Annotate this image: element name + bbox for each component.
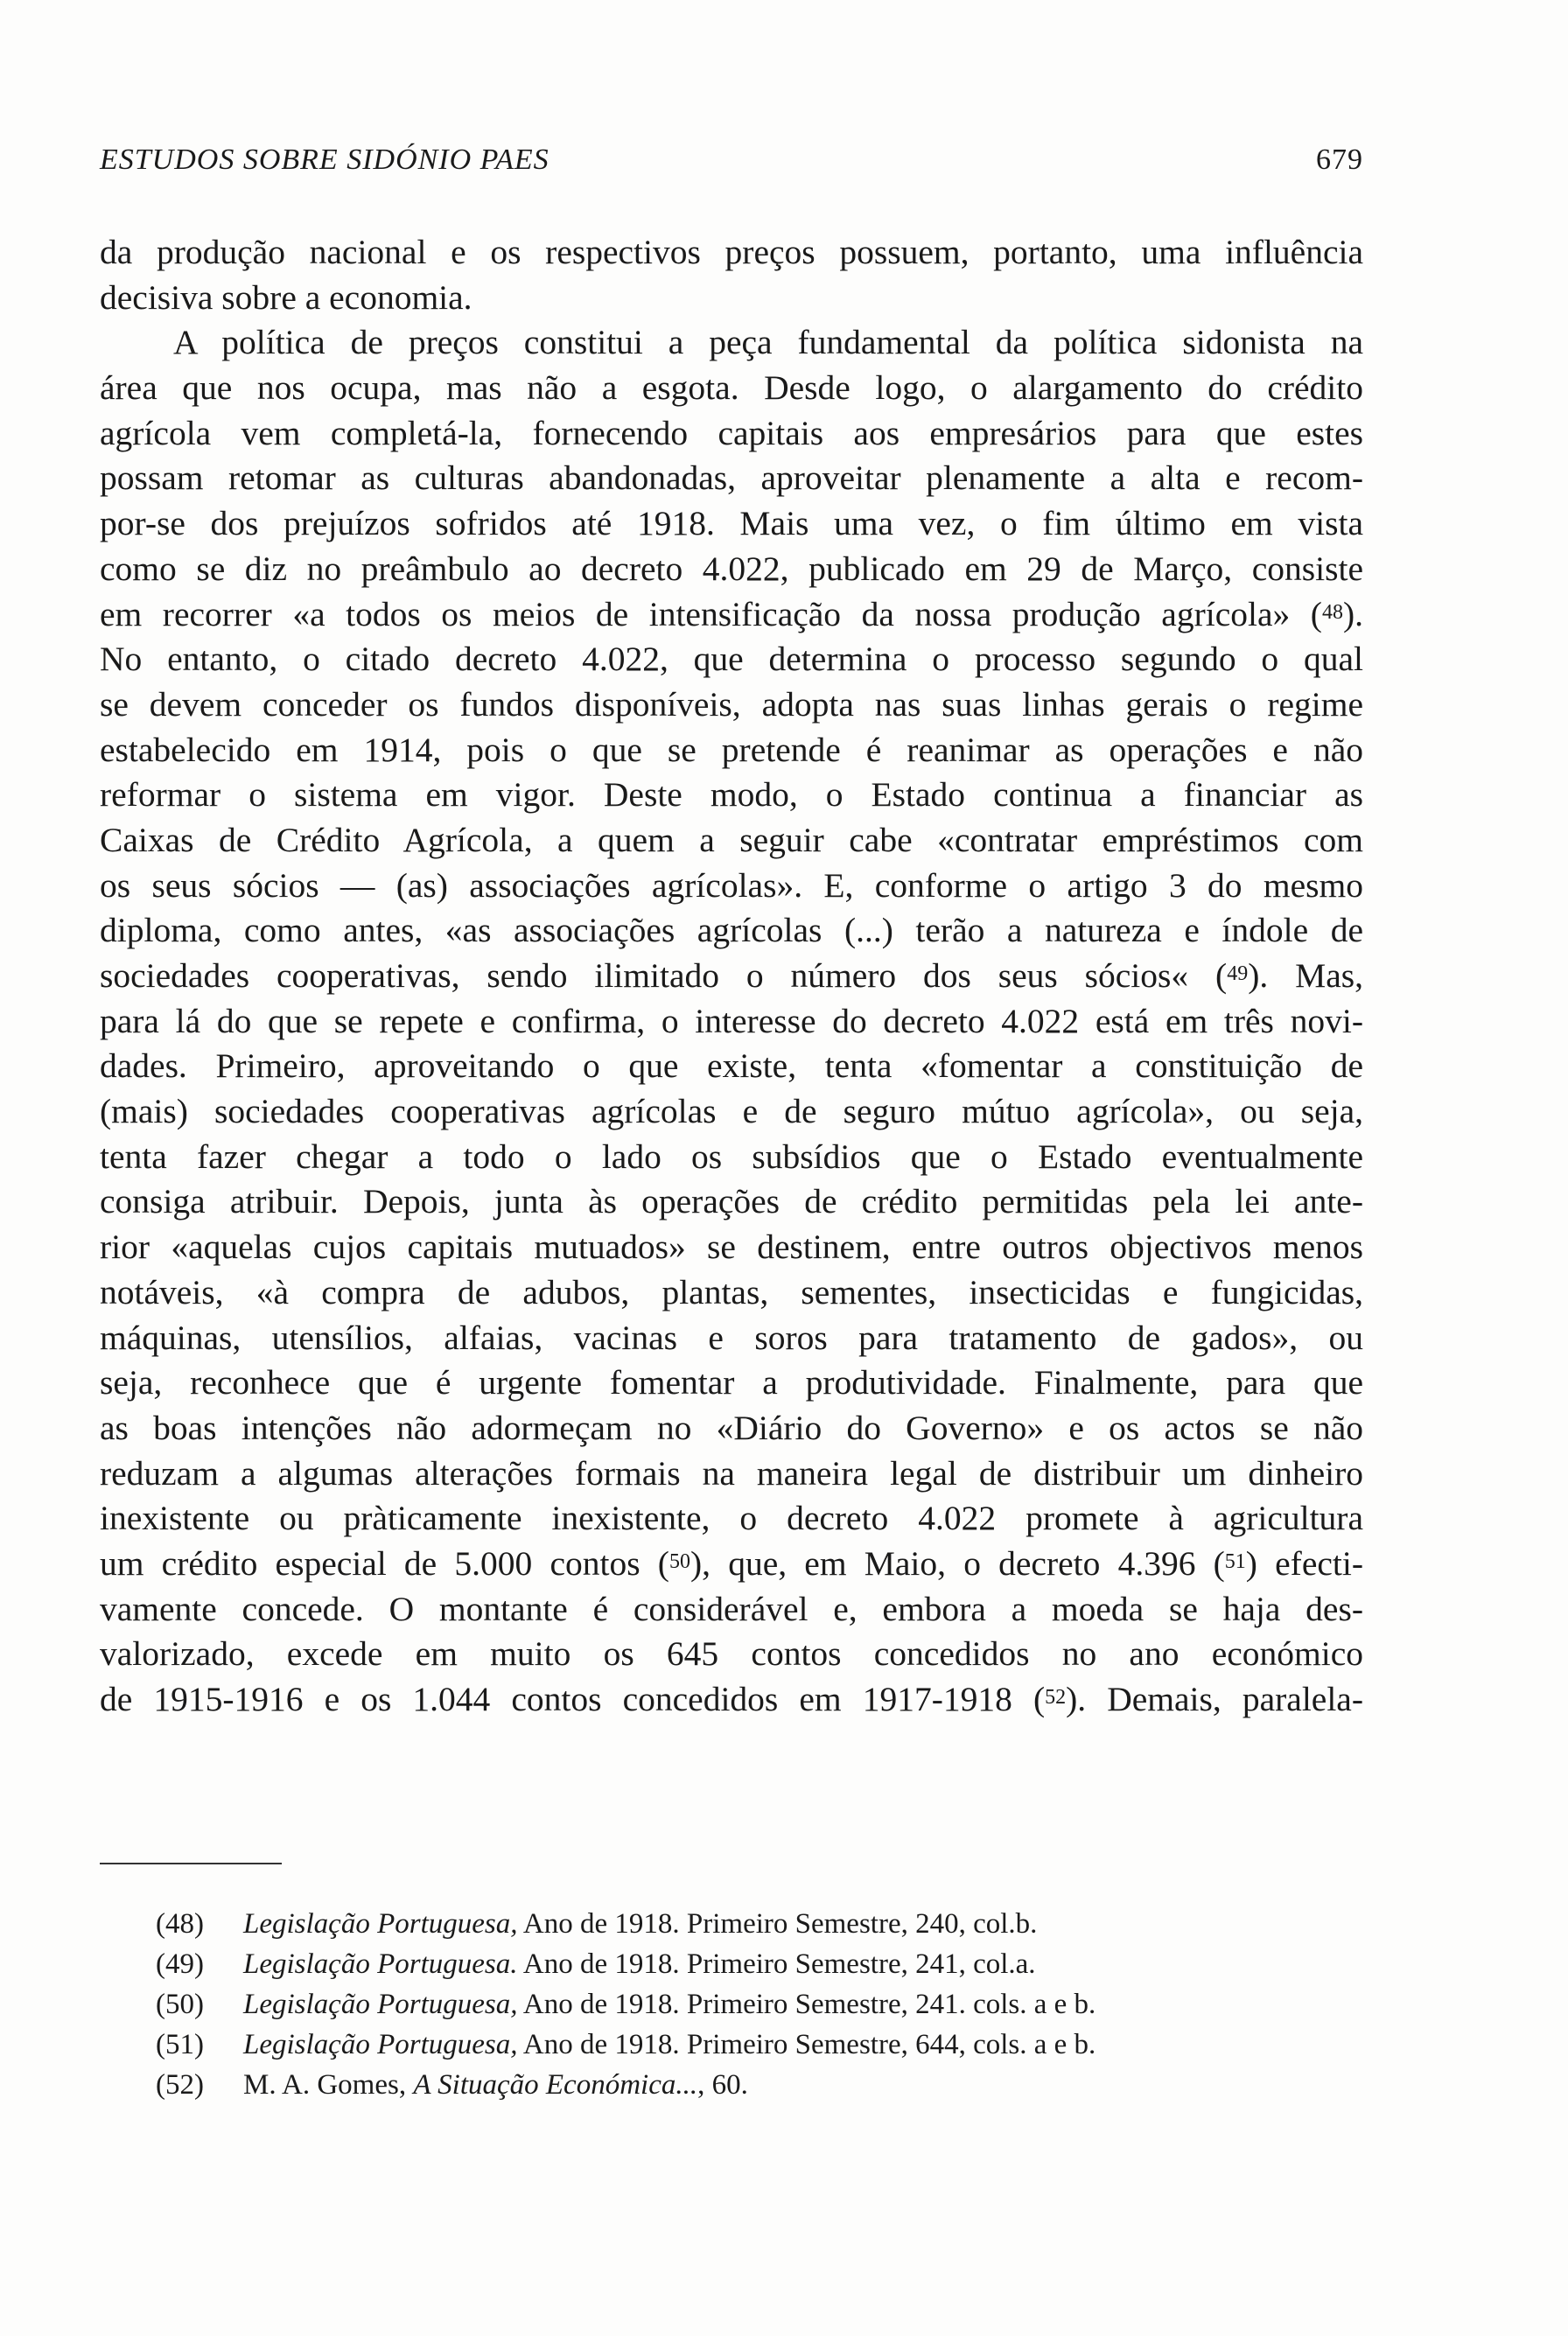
text-line: dades. Primeiro, aproveitando o que existe, tenta «fomentar a constituição de — [100, 1046, 1363, 1086]
text-line: se devem conceder os fundos disponíveis, adopta nas suas linhas gerais o regime — [100, 684, 1363, 724]
running-title: ESTUDOS SOBRE SIDÓNIO PAES — [100, 143, 550, 176]
footnote-mark: (48) — [156, 1908, 204, 1940]
text-line: rior «aquelas cujos capitais mutuados» se destinem, entre outros objectivos menos — [100, 1227, 1363, 1267]
text-line: como se diz no preâmbulo ao decreto 4.022, publicado em 29 de Março, consiste — [100, 549, 1363, 588]
text-line: Caixas de Crédito Agrícola, a quem a seguir cabe «contratar empréstimos com — [100, 820, 1363, 859]
footnote-49 — [156, 1944, 1293, 1984]
text-line: área que nos ocupa, mas não a esgota. Desde logo, o alargamento do crédito — [100, 368, 1363, 408]
text-line: valorizado, excede em muito os 645 contos concedidos no ano económico — [100, 1634, 1363, 1674]
footnote-text: Ano de 1918. Primeiro Semestre, 241. cols. a e b. — [517, 1989, 1096, 2020]
footnote-reference: 50 — [668, 1549, 690, 1573]
text-line: por-se dos prejuízos sofridos até 1918. Mais uma vez, o fim último em vista — [100, 504, 1363, 543]
footnote-51 — [156, 2025, 1293, 2065]
text-line: seja, reconhece que é urgente fomentar a produtividade. Finalmente, para que — [100, 1363, 1363, 1402]
text-line: as boas intenções não adormeçam no «Diário do Governo» e os actos se não — [100, 1408, 1363, 1447]
footnote-title: A Situação Económica... — [413, 2069, 698, 2101]
footnote-reference: 52 — [1045, 1686, 1067, 1709]
footnote-title: Legislação Portuguesa. — [243, 1948, 518, 1980]
text-line: um crédito especial de 5.000 contos ($^{50}$), que, em Maio, o decreto 4.396 ($^{51}$) efecti- — [100, 1543, 1363, 1583]
paragraph-start-line: A política de preços constitui a peça fundamental da política sidonista na — [173, 323, 1363, 362]
footnote-48 — [156, 1904, 1293, 1944]
footnote-title: Legislação Portuguesa, — [243, 1908, 518, 1940]
footnote-52 — [156, 2065, 1293, 2105]
text-line: diploma, como antes, «as associações agrícolas (...) terão a natureza e índole de — [100, 911, 1363, 950]
footnotes — [156, 1904, 1293, 2105]
text-line: máquinas, utensílios, alfaias, vacinas e soros para tratamento de gados», ou — [100, 1318, 1363, 1357]
footnote-title: Legislação Portuguesa, — [243, 2029, 518, 2060]
text-line: possam retomar as culturas abandonadas, aproveitar plenamente a alta e recom- — [100, 458, 1363, 498]
page-number: 679 — [1316, 143, 1363, 176]
text-line: os seus sócios — (as) associações agrícolas». E, conforme o artigo 3 do mesmo — [100, 865, 1363, 905]
footnote-mark: (50) — [156, 1989, 204, 2020]
footnote-reference: 49 — [1227, 962, 1249, 985]
footnote-text: Ano de 1918. Primeiro Semestre, 240, col.b. — [517, 1908, 1038, 1940]
text-line: de 1915-1916 e os 1.044 contos concedidos em 1917-1918 ($^{52}$). Demais, paralela- — [100, 1680, 1363, 1718]
running-header — [100, 143, 1363, 187]
body-text — [100, 230, 1363, 1723]
footnote-mark: (52) — [156, 2069, 204, 2101]
text-line: vamente concede. O montante é considerável e, embora a moeda se haja des- — [100, 1589, 1363, 1628]
footnote-text: , 60. — [697, 2069, 748, 2101]
footnote-title: Legislação Portuguesa, — [243, 1989, 518, 2020]
footnote-divider — [100, 1863, 282, 1864]
text-line: inexistente ou pràticamente inexistente, o decreto 4.022 promete à agricultura — [100, 1499, 1363, 1538]
text-line: decisiva sobre a economia. — [100, 277, 472, 317]
text-line: (mais) sociedades cooperativas agrícolas e de seguro mútuo agrícola», ou seja, — [100, 1092, 1363, 1131]
footnote-mark: (51) — [156, 2029, 204, 2060]
text-line: consiga atribuir. Depois, junta às operações de crédito permitidas pela lei ante- — [100, 1182, 1363, 1221]
text-line: sociedades cooperativas, sendo ilimitado o número dos seus sócios« ($^{49}$). Mas, — [100, 956, 1363, 995]
text-line: notáveis, «à compra de adubos, plantas, sementes, insecticidas e fungicidas, — [100, 1272, 1363, 1311]
footnote-mark: (49) — [156, 1948, 204, 1980]
text-line: No entanto, o citado decreto 4.022, que determina o processo segundo o qual — [100, 640, 1363, 679]
footnote-text: Ano de 1918. Primeiro Semestre, 644, cols. a e b. — [517, 2029, 1096, 2060]
text-line: estabelecido em 1914, pois o que se pretende é reanimar as operações e não — [100, 730, 1363, 769]
text-line: agrícola vem completá-la, fornecendo capitais aos empresários para que estes — [100, 413, 1363, 452]
text-line: da produção nacional e os respectivos preços possuem, portanto, uma influência — [100, 233, 1363, 271]
text-line: para lá do que se repete e confirma, o interesse do decreto 4.022 está em três novi- — [100, 1001, 1363, 1040]
footnote-reference: 48 — [1321, 600, 1343, 624]
text-line: reformar o sistema em vigor. Deste modo, o Estado continua a financiar as — [100, 775, 1363, 815]
footnote-text: Ano de 1918. Primeiro Semestre, 241, col.a. — [517, 1948, 1036, 1980]
text-line: tenta fazer chegar a todo o lado os subsídios que o Estado eventualmente — [100, 1137, 1363, 1176]
text-line: reduzam a algumas alterações formais na maneira legal de distribuir um dinheiro — [100, 1453, 1363, 1493]
text-line: em recorrer «a todos os meios de intensificação da nossa produção agrícola» ($^{48}$). — [100, 594, 1363, 633]
footnote-author: M. A. Gomes, — [243, 2069, 414, 2101]
footnote-reference: 51 — [1224, 1549, 1246, 1573]
footnote-50 — [156, 1984, 1293, 2025]
